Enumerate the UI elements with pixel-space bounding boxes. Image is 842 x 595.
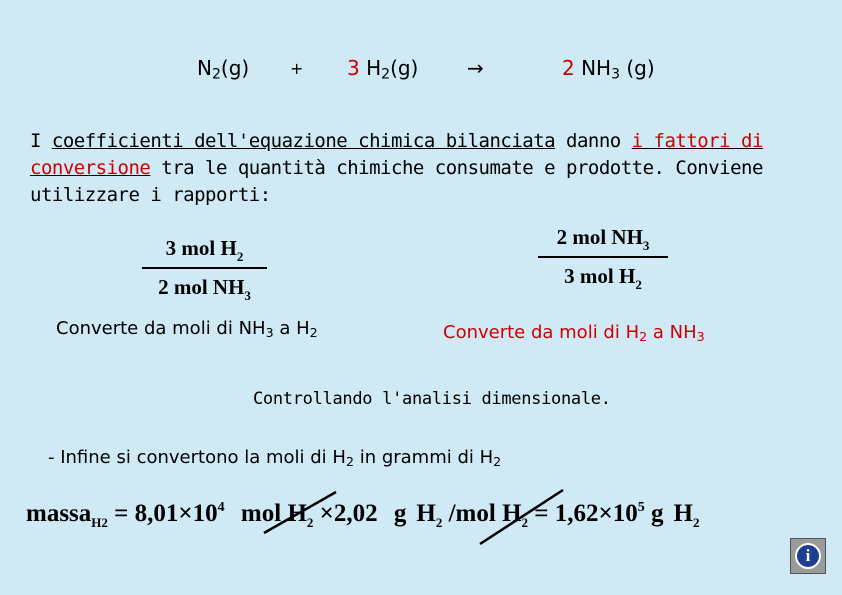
underlined-conversion-factors: i fattori di conversione bbox=[30, 130, 763, 179]
info-icon: i bbox=[795, 543, 821, 569]
ratio-denominator: 2 mol $NH_3$ bbox=[158, 274, 251, 303]
reaction-arrow: → bbox=[467, 56, 484, 80]
underlined-coefficients: coefficienti dell'equazione chimica bilanciata bbox=[51, 130, 556, 152]
mass-calculation-formula: massa$_{H2}$ = $8,01\times 10^4$ mol $H_2 \times 2,02$ g $H_2$ /mol $H_2 = 1,62\times 10^5$ g $H_2$ bbox=[26, 500, 700, 530]
cancel-line-1 bbox=[264, 492, 336, 533]
convert-h2-to-nh3-caption: Converte da moli di $H_2$ a $NH_3$ bbox=[443, 322, 705, 345]
convert-nh3-to-h2-caption: Converte da moli di $NH_3$ a $H_2$ bbox=[56, 318, 318, 341]
product-nh3: 2 $NH_3$ (g) bbox=[562, 56, 655, 83]
final-step-note: - Infine si convertono la moli di $H_2$ in grammi di $H_2$ bbox=[48, 447, 502, 470]
dimensional-analysis-note: Controllando l'analisi dimensionale. bbox=[253, 389, 611, 409]
ratio-denominator: 3 mol $H_2$ bbox=[564, 263, 642, 292]
explanation-paragraph: I coefficienti dell'equazione chimica bilanciata danno i fattori di conversione tra le quantità chimiche consumate e prodotte. Conviene utilizzare i rapporti: bbox=[30, 130, 763, 206]
cancel-line-2 bbox=[480, 490, 563, 544]
info-button[interactable] bbox=[790, 538, 826, 574]
ratio-numerator: 3 mol $H_2$ bbox=[165, 236, 244, 264]
plus-sign: + bbox=[290, 59, 304, 78]
reactant-n2: $N_2(g)$ bbox=[197, 56, 250, 83]
ratio-numerator: 2 mol $NH_3$ bbox=[556, 225, 650, 253]
reactant-h2: 3 $H_2(g)$ bbox=[347, 56, 419, 83]
